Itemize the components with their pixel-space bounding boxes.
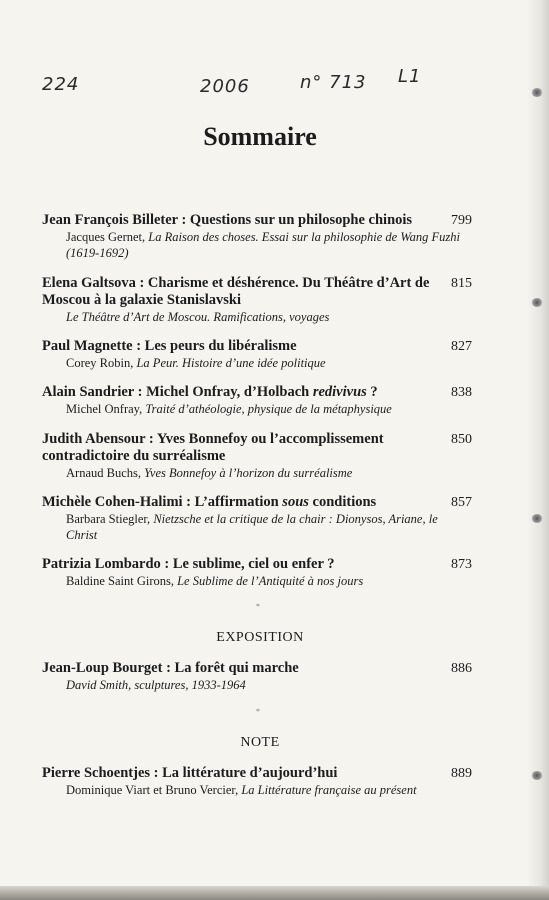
- entry-reference: [42, 401, 472, 417]
- section-heading-note: NOTE: [240, 735, 280, 750]
- reviewed-author: Corey Robin,: [66, 356, 134, 370]
- toc-entry: [42, 556, 472, 589]
- reviewed-author: Arnaud Buchs,: [66, 466, 141, 480]
- reviewed-work: Traité d’athéologie, physique de la métaphysique: [145, 402, 392, 416]
- reviewed-work: David Smith, sculptures, 1933-1964: [66, 678, 246, 692]
- binding-hole: [531, 771, 543, 780]
- separator-star: *: [256, 602, 260, 611]
- handwritten-number: 224: [42, 74, 80, 95]
- entry-heading: Patrizia Lombardo : Le sublime, ciel ou enfer ?: [42, 556, 335, 572]
- binding-hole: [531, 298, 543, 307]
- section-heading-exposition: EXPOSITION: [216, 630, 304, 645]
- reviewed-work: La Peur. Histoire d’une idée politique: [136, 356, 326, 370]
- binding-hole: [531, 514, 543, 523]
- entry-reference: [42, 573, 472, 589]
- entry-reference: [42, 355, 472, 371]
- reviewed-author: Michel Onfray,: [66, 402, 143, 416]
- entry-reference: [42, 677, 472, 693]
- toc-entry: [42, 275, 472, 325]
- reviewed-author: Barbara Stiegler,: [66, 512, 151, 526]
- toc-entry: [42, 660, 472, 693]
- entry-reference: [42, 511, 472, 543]
- entry-heading: Paul Magnette : Les peurs du libéralisme: [42, 338, 297, 354]
- entry-page-number: 850: [451, 432, 472, 447]
- reviewed-work: Le Théâtre d’Art de Moscou. Ramifications, voyages: [66, 310, 330, 324]
- scan-bottom-border: [0, 886, 549, 900]
- entry-page-number: 857: [451, 495, 472, 510]
- reviewed-author: Dominique Viart et Bruno Vercier,: [66, 783, 239, 797]
- entry-page-number: 815: [451, 276, 472, 291]
- entry-heading: Jean François Billeter : Questions sur un philosophe chinois: [42, 212, 413, 228]
- page-edge-shadow: [527, 0, 549, 900]
- reviewed-work: Yves Bonnefoy à l’horizon du surréalisme: [144, 466, 353, 480]
- entry-heading: Michèle Cohen-Halimi : L’affirmation sous conditions: [42, 494, 377, 510]
- toc-entry: [42, 765, 472, 798]
- entry-reference: [42, 465, 472, 481]
- entry-reference: [42, 782, 472, 798]
- entry-heading: Alain Sandrier : Michel Onfray, d’Holbach redivivus ?: [42, 384, 378, 400]
- handwritten-year: 2006: [200, 76, 250, 97]
- entry-page-number: 889: [451, 766, 472, 781]
- reviewed-work: La Littérature française au présent: [241, 783, 417, 797]
- entry-heading: Elena Galtsova : Charisme et déshérence. Du Théâtre d’Art de Moscou à la galaxie Stanislavski: [42, 275, 430, 308]
- entry-page-number: 799: [451, 213, 472, 228]
- reviewed-work: Le Sublime de l’Antiquité à nos jours: [177, 574, 364, 588]
- entry-page-number: 838: [451, 385, 472, 400]
- handwritten-code: L1: [398, 66, 422, 87]
- reviewed-work: La Raison des choses. Essai sur la philosophie de Wang Fuzhi (1619-1692): [66, 230, 460, 260]
- entry-page-number: 886: [451, 661, 472, 676]
- binding-hole: [531, 88, 543, 97]
- entry-page-number: 873: [451, 557, 472, 572]
- separator-star: *: [256, 707, 260, 716]
- entry-heading: Pierre Schoentjes : La littérature d’aujourd’hui: [42, 765, 338, 781]
- reviewed-author: Baldine Saint Girons,: [66, 574, 174, 588]
- toc-entry: [42, 494, 472, 543]
- entry-page-number: 827: [451, 339, 472, 354]
- entry-heading: Judith Abensour : Yves Bonnefoy ou l’accomplissement contradictoire du surréalisme: [42, 431, 384, 464]
- reviewed-work: Nietzsche et la critique de la chair : Dionysos, Ariane, le Christ: [66, 512, 438, 542]
- toc-entry: [42, 431, 472, 481]
- handwritten-issue: n° 713: [300, 72, 367, 93]
- reviewed-author: Jacques Gernet,: [66, 230, 146, 244]
- toc-entry: [42, 212, 472, 261]
- entry-heading: Jean-Loup Bourget : La forêt qui marche: [42, 660, 299, 676]
- page-title: Sommaire: [203, 122, 317, 151]
- toc-entry: [42, 338, 472, 371]
- toc-entry: [42, 384, 472, 417]
- entry-reference: [42, 309, 472, 325]
- entry-reference: [42, 229, 472, 261]
